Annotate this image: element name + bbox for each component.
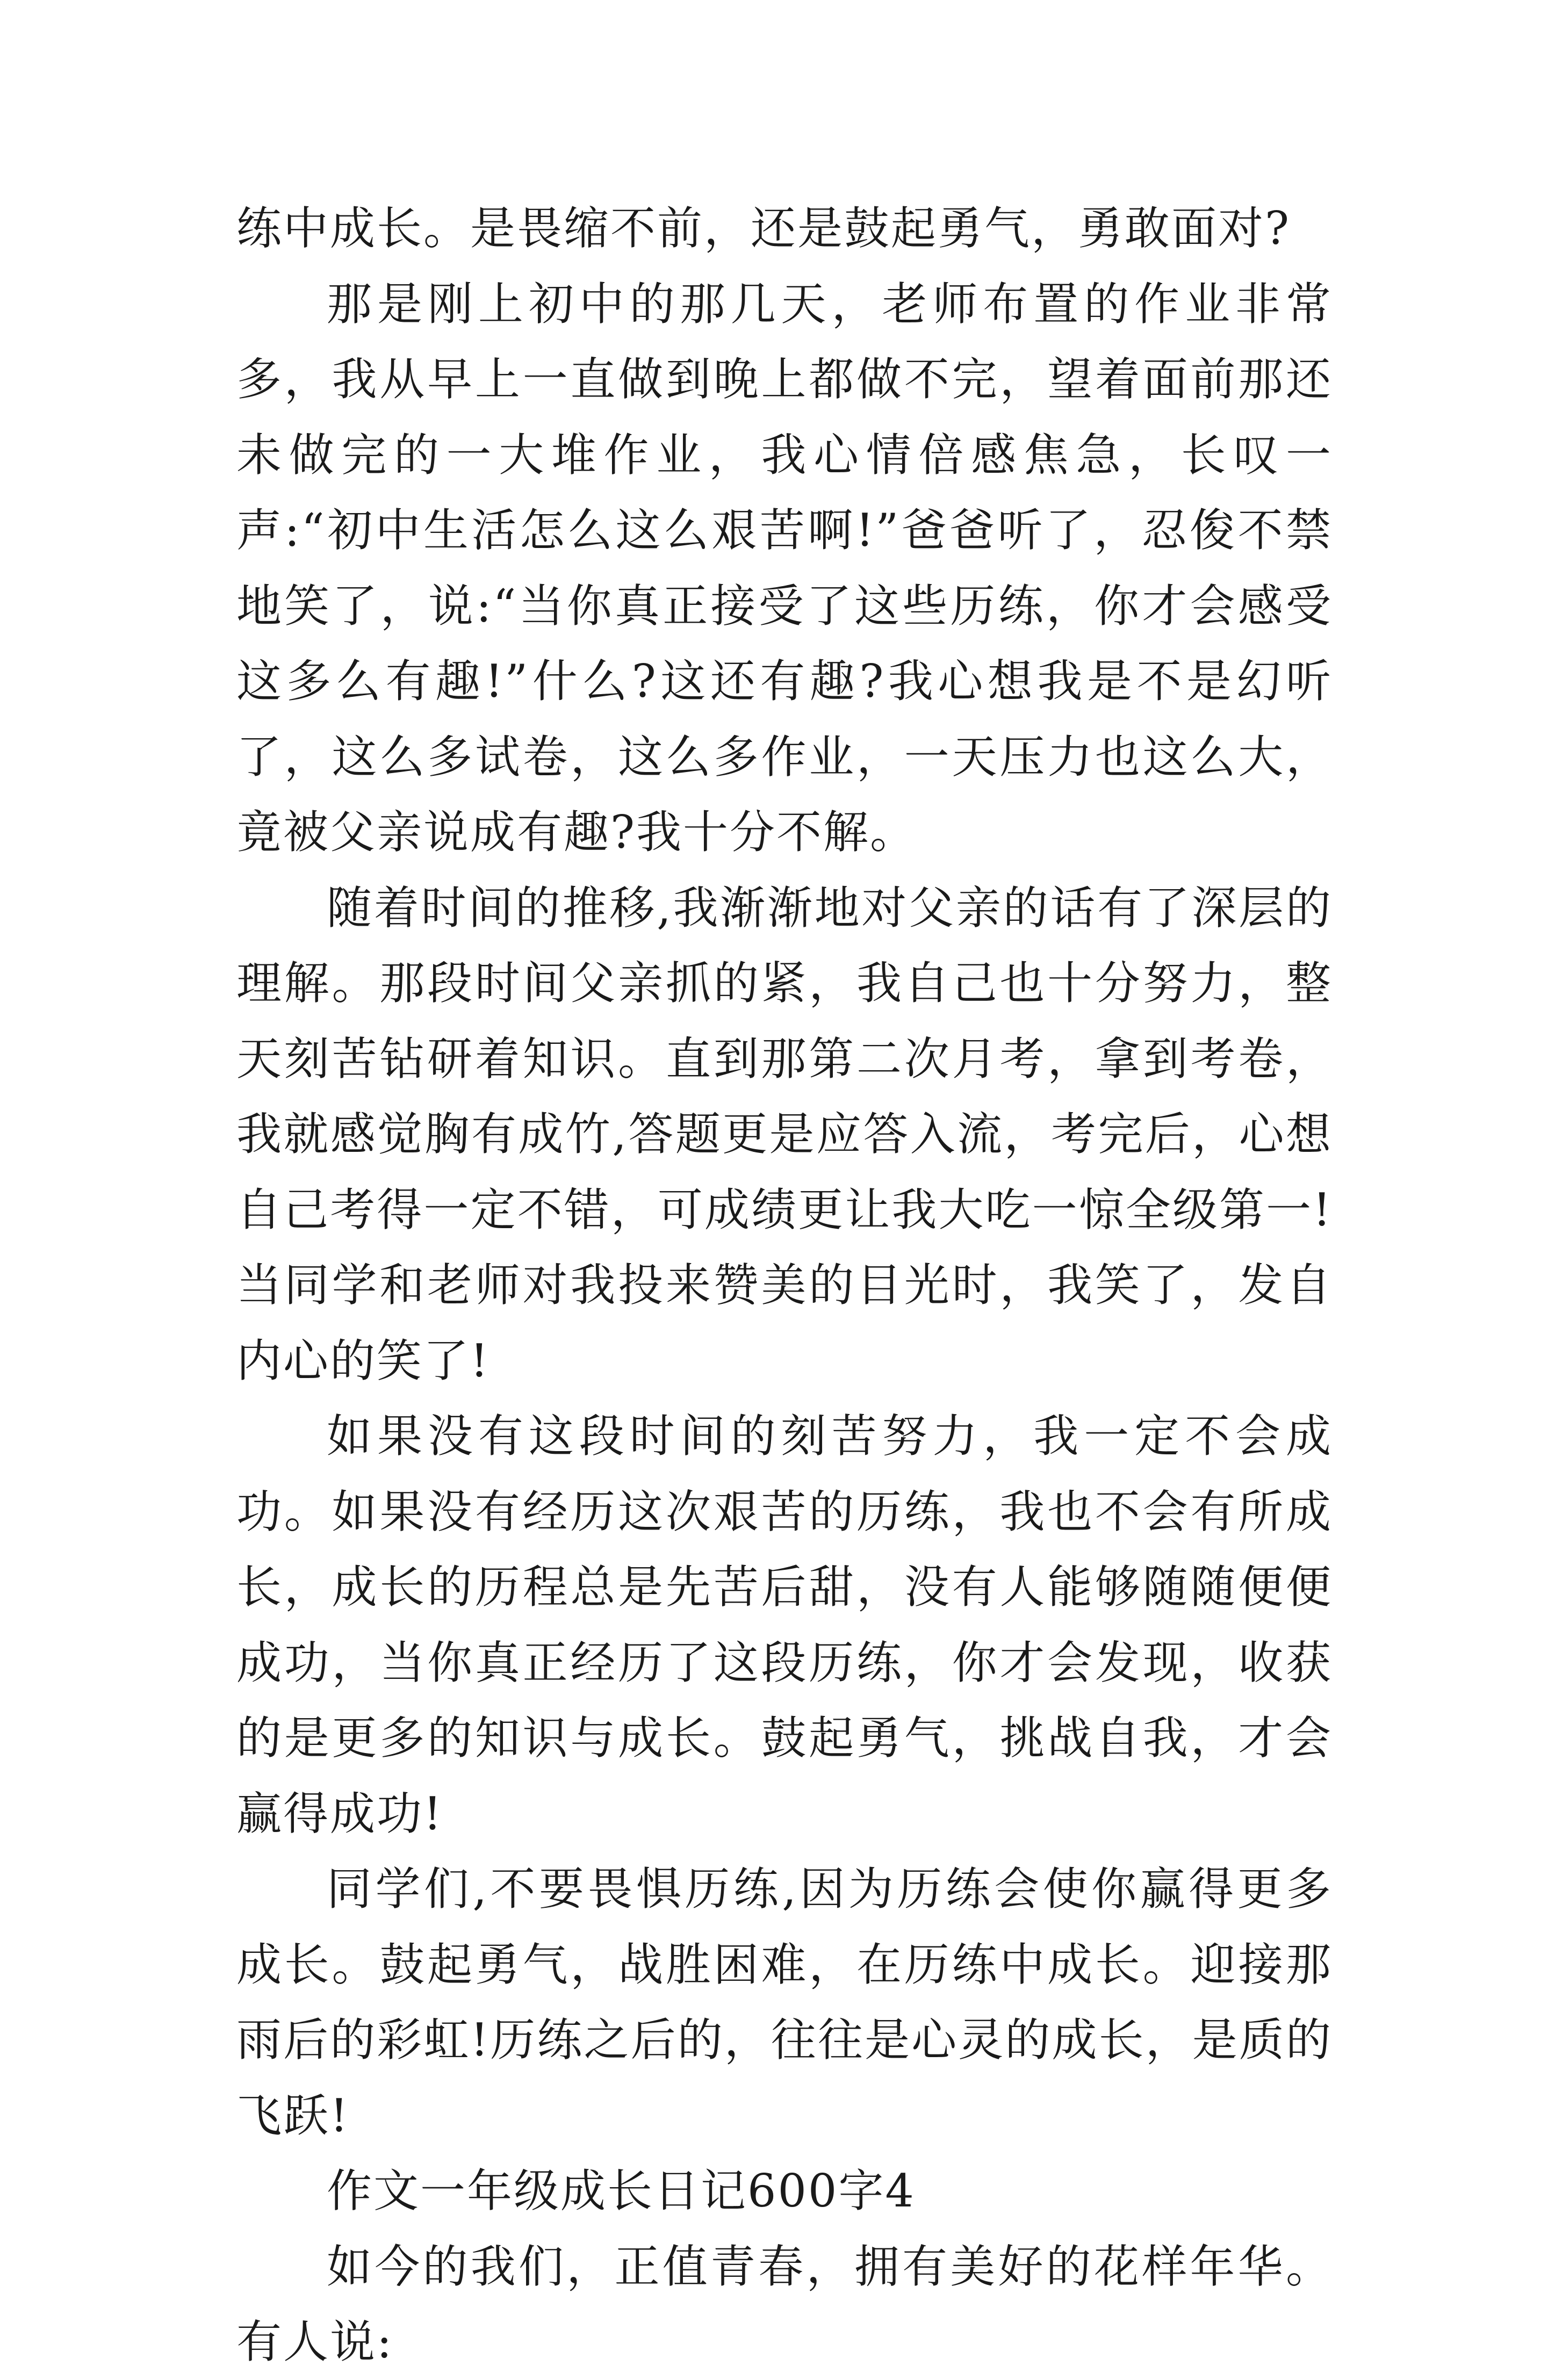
paragraph: 如今的我们，正值青春，拥有美好的花样年华。有人说: (236, 2240, 1333, 2368)
paragraph: 随着时间的推移,我渐渐地对父亲的话有了深层的理解。那段时间父亲抓的紧，我自己也十分努力，整天刻苦钻研着知识。直到那第二次月考，拿到考卷，我就感觉胸有成竹,答题更是应答入流，考完后，心想自己考得一定不错，可成绩更让我大吃一惊全级第一!当同学和老师对我投来赞美的目光时，我笑了，发自内心的笑了! (236, 881, 1333, 1387)
paragraph-continuation: 练中成长。是畏缩不前，还是鼓起勇气，勇敢面对? (236, 202, 1291, 255)
paragraph: 那是刚上初中的那几天，老师布置的作业非常多，我从早上一直做到晚上都做不完，望着面前那还未做完的一大堆作业，我心情倍感焦急，长叹一声:“初中生活怎么这么艰苦啊!”爸爸听了，忍俊不禁地笑了，说:“当你真正接受了这些历练，你才会感受这多么有趣!”什么?这还有趣?我心想我是不是幻听了，这么多试卷，这么多作业，一天压力也这么大，竟被父亲说成有趣?我十分不解。 (236, 277, 1333, 859)
paragraph: 同学们,不要畏惧历练,因为历练会使你赢得更多成长。鼓起勇气，战胜困难，在历练中成长。迎接那雨后的彩虹!历练之后的，往往是心灵的成长，是质的飞跃! (236, 1863, 1333, 2142)
document-body (236, 191, 1333, 2380)
paragraph: 如果没有这段时间的刻苦努力，我一定不会成功。如果没有经历这次艰苦的历练，我也不会有所成长，成长的历程总是先苦后甜，没有人能够随随便便成功，当你真正经历了这段历练，你才会发现，收获的是更多的知识与成长。鼓起勇气，挑战自我，才会赢得成功! (236, 1410, 1333, 1840)
section-heading: 作文一年级成长日记600字4 (327, 2165, 916, 2217)
